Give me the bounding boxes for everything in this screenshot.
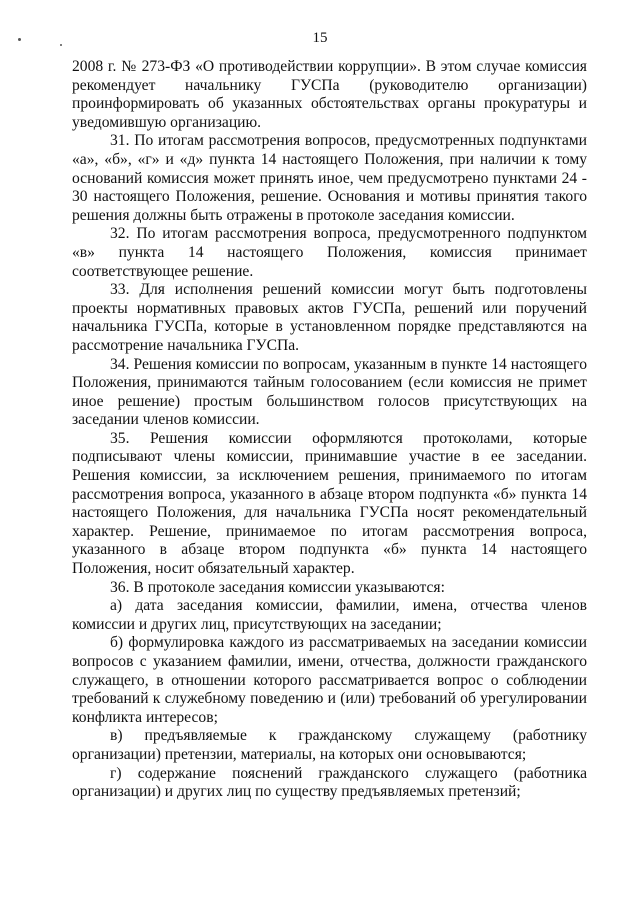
paragraph-33: 33. Для исполнения решений комиссии могут быть подготовлены проекты нормативных правовых актов ГУСПа, решений или поручений начальника ГУСПа, которые в установленном порядке представляются на рассмотрение начальника ГУСПа. [72,281,587,354]
paragraph-31: 31. По итогам рассмотрения вопросов, предусмотренных подпунктами «а», «б», «г» и «д» пункта 14 настоящего Положения, при наличии к тому оснований комиссия может принять иное, чем предусмотрено пунктами 24 - 30 настоящего Положения, решение. Основания и мотивы принятия такого решения должны быть отражены в протоколе заседания комиссии. [72,132,587,224]
page-number: 15 [312,30,328,46]
paragraph-36-g: г) содержание пояснений гражданского служащего (работника организации) и других лиц по существу предъявляемых претензий; [72,764,587,801]
paragraph-36: 36. В протоколе заседания комиссии указываются: [110,578,445,596]
paragraph-35: 35. Решения комиссии оформляются протоколами, которые подписывают члены комиссии, принимавшие участие в ее заседании. Решения комиссии, за исключением решения, принимаемого по итогам рассмотрения вопроса, указанного в абзаце втором подпункта «б» пункта 14 настоящего Положения, для начальника ГУСПа носят рекомендательный характер. Решение, принимаемое по итогам рассмотрения вопроса, указанного в абзаце втором подпункта «б» пункта 14 настоящего Положения, носит обязательный характер. [72,429,587,578]
paragraph-36-v: в) предъявляемые к гражданскому служащему (работнику организации) претензии, материалы, на которых они основываются; [72,727,587,763]
paragraph-32: 32. По итогам рассмотрения вопроса, предусмотренного подпунктом «в» пункта 14 настоящего Положения, комиссия принимает соответствующее решение. [72,225,587,280]
document-body [72,58,587,802]
paragraph-36-b: б) формулировка каждого из рассматриваемых на заседании комиссии вопросов с указанием фамилии, имени, отчества, должности гражданского служащего, в отношении которого рассматривается вопрос о соблюдении требований к служебному поведению и (или) требований об урегулировании конфликта интересов; [72,634,587,726]
paragraph-34: 34. Решения комиссии по вопросам, указанным в пункте 14 настоящего Положения, принимаются тайным голосованием (если комиссия не примет иное решение) простым большинством голосов присутствующих на заседании членов комиссии. [72,355,587,429]
paragraph-continuation: 2008 г. № 273-ФЗ «О противодействии коррупции». В этом случае комиссия рекомендует начальнику ГУСПа (руководителю организации) проинформировать об указанных обстоятельствах органы прокуратуры и уведомившую организацию. [72,58,587,131]
paragraph-36-a: а) дата заседания комиссии, фамилии, имена, отчества членов комиссии и других лиц, присутствующих на заседании; [72,597,587,633]
